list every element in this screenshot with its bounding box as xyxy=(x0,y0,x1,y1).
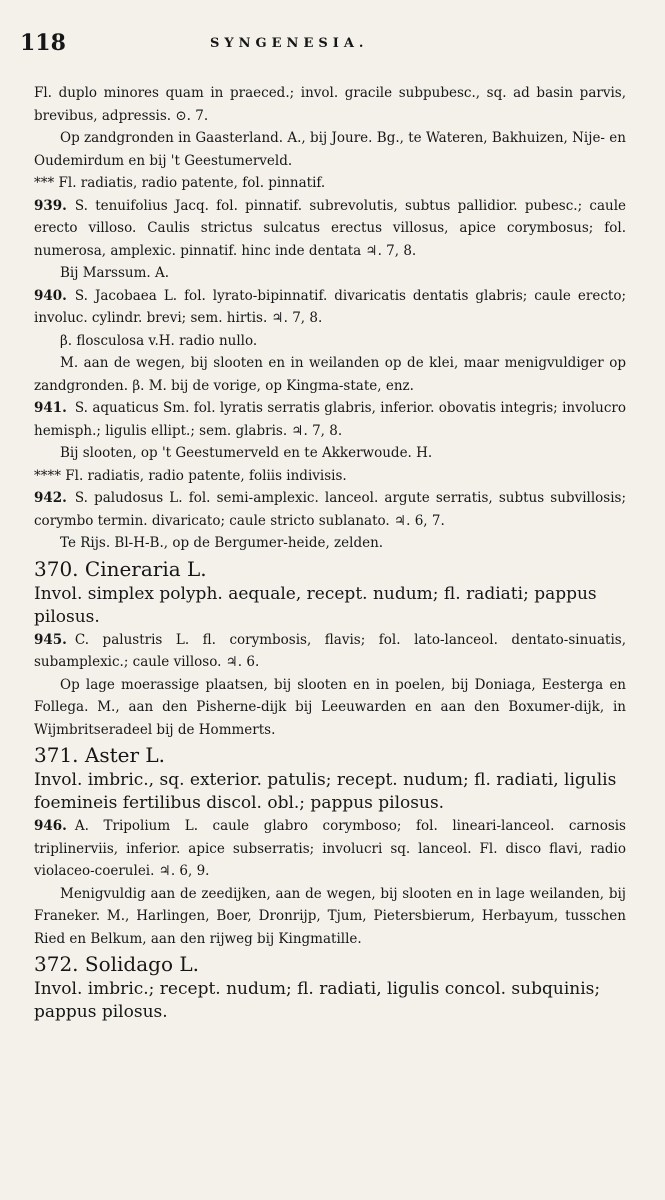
species-text: S. paludosus L. fol. semi-amplexic. lanceol. argute serratis, subtus subvillosis; corymbo termin. divaricato; caule stricto sublanato. ♃. 6, 7. xyxy=(34,490,626,529)
species-number: 942. xyxy=(34,490,67,506)
species-entry xyxy=(34,487,626,532)
section-heading: **** Fl. radiatis, radio patente, foliis indivisis. xyxy=(34,467,347,484)
genus-description: Invol. simplex polyph. aequale, recept. nudum; fl. radiati; pappus pilosus. xyxy=(34,583,597,627)
species-number: 945. xyxy=(34,631,67,648)
species-entry xyxy=(34,285,626,330)
locality-paragraph: Menigvuldig aan de zeedijken, aan de wegen, bij slooten en in lage weilanden, bij Franeker. M., Harlingen, Boer, Dronrijp, Tjum, Pietersbierum, Herbayum, tusschen Ried en Belkum, aan den rijweg bij Kingmatille. xyxy=(34,885,626,947)
paragraph: Fl. duplo minores quam in praeced.; invol. gracile subpubesc., sq. ad basin parvis, brevibus, adpressis. ⊙. 7. xyxy=(34,85,626,124)
species-text: A. Tripolium L. caule glabro corymboso; fol. lineari-lanceol. carnosis triplinerviis, inferior. apice subserratis; involucri sq. lanceol. Fl. disco flavi, radio violaceo-coerulei. ♃. 6, 9. xyxy=(34,818,626,879)
locality-paragraph: M. aan de wegen, bij slooten en in weilanden op de klei, maar menigvuldiger op zandgronden. β. M. bij de vorige, op Kingma-state, enz. xyxy=(34,355,626,394)
locality-paragraph: Op zandgronden in Gaasterland. A., bij Joure. Bg., te Wateren, Bakhuizen, Nije- en Oudemirdum en bij 't Geestumerveld. xyxy=(34,130,626,169)
locality-paragraph: Te Rijs. Bl-H-B., op de Bergumer-heide, zelden. xyxy=(60,535,384,551)
species-entry xyxy=(34,629,626,674)
locality-paragraph: Bij slooten, op 't Geestumerveld en te Akkerwoude. H. xyxy=(60,445,433,461)
species-entry xyxy=(34,815,626,883)
genus-description: Invol. imbric., sq. exterior. patulis; recept. nudum; fl. radiati, ligulis foemineis fertilibus discol. obl.; pappus pilosus. xyxy=(34,770,617,813)
genus-heading: 370. Cineraria L. xyxy=(34,556,207,581)
species-number: 940. xyxy=(34,287,67,304)
species-text: S. tenuifolius Jacq. fol. pinnatif. subrevolutis, subtus pallidior. pubesc.; caule erecto villoso. Caulis strictus sulcatus erectus villosus, apice corymbosus; fol. numerosa, amplexic. pinnatif. hinc inde dentata ♃. 7, 8. xyxy=(34,197,626,259)
species-entry xyxy=(34,397,626,442)
species-number: 941. xyxy=(34,400,67,416)
locality-paragraph: Bij Marssum. A. xyxy=(60,265,170,281)
genus-heading: 372. Solidago L. xyxy=(34,952,199,976)
species-text: S. Jacobaea L. fol. lyrato-bipinnatif. divaricatis dentatis glabris; caule erecto; involuc. cylindr. brevi; sem. hirtis. ♃. 7, 8. xyxy=(34,287,626,326)
page-number: 118 xyxy=(20,30,66,56)
page-header xyxy=(20,30,625,62)
section-heading: *** Fl. radiatis, radio patente, fol. pinnatif. xyxy=(34,175,326,191)
body-text xyxy=(34,82,626,1024)
species-entry xyxy=(34,195,626,263)
species-number: 946. xyxy=(34,818,67,834)
variety-paragraph: β. flosculosa v.H. radio nullo. xyxy=(60,332,258,349)
running-head: SYNGENESIA. xyxy=(210,36,369,51)
species-text: S. aquaticus Sm. fol. lyratis serratis glabris, inferior. obovatis integris; involucro hemisph.; ligulis ellipt.; sem. glabris. ♃. 7, 8. xyxy=(34,400,626,439)
genus-heading: 371. Aster L. xyxy=(34,743,166,767)
species-text: C. palustris L. fl. corymbosis, flavis; fol. lato-lanceol. dentato-sinuatis, subamplexic.; caule villoso. ♃. 6. xyxy=(34,631,626,670)
locality-paragraph: Op lage moerassige plaatsen, bij slooten en in poelen, bij Doniaga, Eesterga en Follega. M., aan den Pisherne-dijk bij Leeuwarden en aan den Boxumer-dijk, in Wijmbritseradeel bij de Hommerts. xyxy=(34,676,626,738)
genus-description: Invol. imbric.; recept. nudum; fl. radiati, ligulis concol. subquinis; pappus pilosus. xyxy=(34,979,601,1022)
species-number: 939. xyxy=(34,197,67,214)
